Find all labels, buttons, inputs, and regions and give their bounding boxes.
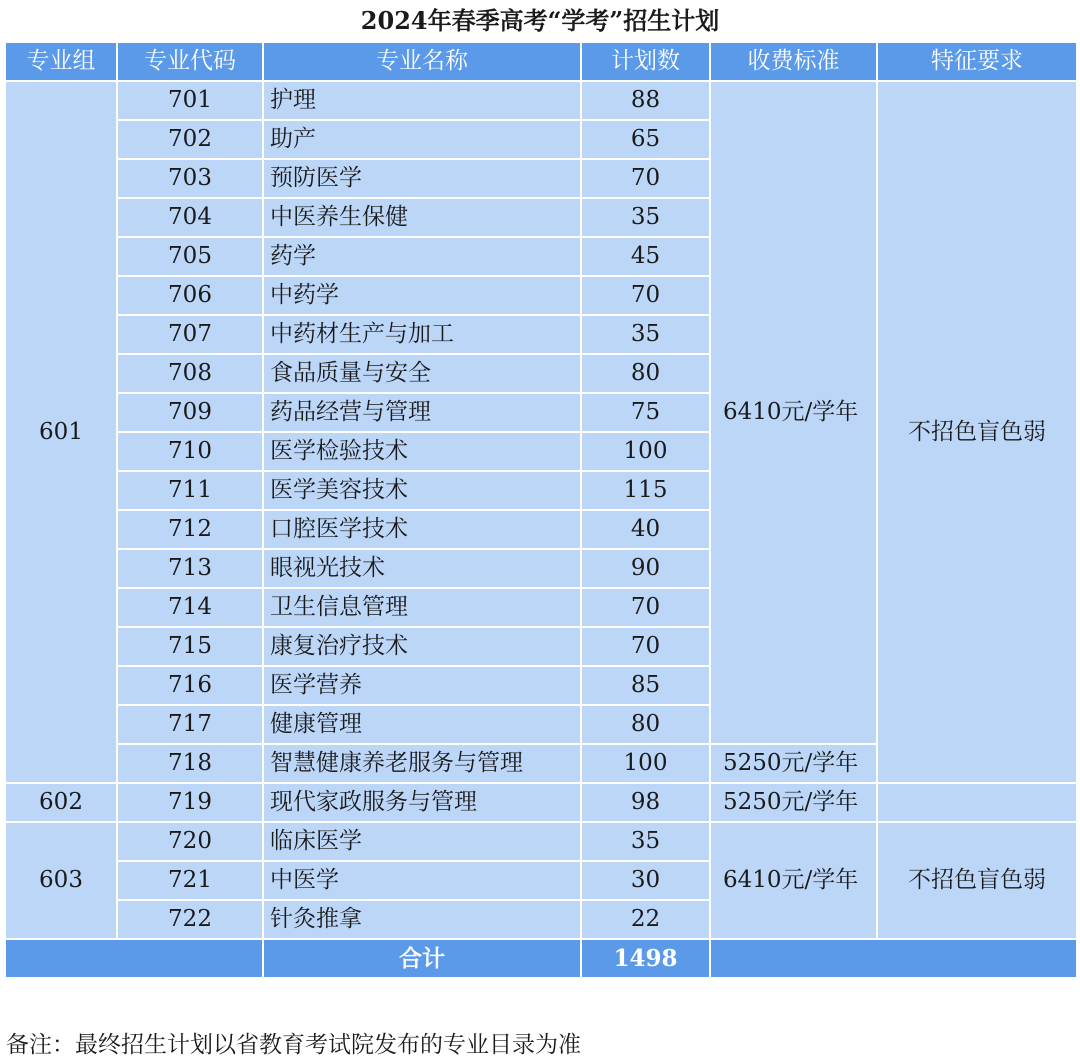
plan-cell: 70 xyxy=(581,588,710,627)
code-cell: 710 xyxy=(117,432,263,471)
group-cell: 603 xyxy=(5,822,117,939)
plan-cell: 70 xyxy=(581,276,710,315)
plan-cell: 80 xyxy=(581,705,710,744)
group-cell: 602 xyxy=(5,783,117,822)
name-cell: 口腔医学技术 xyxy=(263,510,581,549)
plan-cell: 90 xyxy=(581,549,710,588)
plan-cell: 88 xyxy=(581,81,710,120)
requirement-cell: 不招色盲色弱 xyxy=(877,822,1077,939)
fee-cell: 6410元/学年 xyxy=(710,822,877,939)
requirement-cell: 不招色盲色弱 xyxy=(877,81,1077,783)
code-cell: 714 xyxy=(117,588,263,627)
header-code: 专业代码 xyxy=(117,42,263,81)
plan-cell: 75 xyxy=(581,393,710,432)
plan-cell: 100 xyxy=(581,432,710,471)
name-cell: 卫生信息管理 xyxy=(263,588,581,627)
header-name: 专业名称 xyxy=(263,42,581,81)
requirement-cell xyxy=(877,783,1077,822)
table-row xyxy=(5,81,1077,120)
plan-cell: 35 xyxy=(581,198,710,237)
total-value: 1498 xyxy=(581,939,710,978)
plan-cell: 100 xyxy=(581,744,710,783)
plan-cell: 35 xyxy=(581,822,710,861)
name-cell: 护理 xyxy=(263,81,581,120)
code-cell: 703 xyxy=(117,159,263,198)
name-cell: 医学营养 xyxy=(263,666,581,705)
table-row xyxy=(5,822,1077,861)
name-cell: 中医学 xyxy=(263,861,581,900)
code-cell: 717 xyxy=(117,705,263,744)
code-cell: 718 xyxy=(117,744,263,783)
table-header-row xyxy=(5,42,1077,81)
header-plan: 计划数 xyxy=(581,42,710,81)
code-cell: 702 xyxy=(117,120,263,159)
name-cell: 预防医学 xyxy=(263,159,581,198)
code-cell: 706 xyxy=(117,276,263,315)
name-cell: 医学美容技术 xyxy=(263,471,581,510)
header-requirement: 特征要求 xyxy=(877,42,1077,81)
page-title: 2024年春季高考“学考”招生计划 xyxy=(360,6,720,35)
name-cell: 智慧健康养老服务与管理 xyxy=(263,744,581,783)
plan-cell: 30 xyxy=(581,861,710,900)
total-spacer-right xyxy=(710,939,1077,978)
table-body xyxy=(5,81,1077,978)
code-cell: 712 xyxy=(117,510,263,549)
plan-cell: 22 xyxy=(581,900,710,939)
code-cell: 715 xyxy=(117,627,263,666)
name-cell: 眼视光技术 xyxy=(263,549,581,588)
code-cell: 719 xyxy=(117,783,263,822)
total-label: 合计 xyxy=(263,939,581,978)
header-group: 专业组 xyxy=(5,42,117,81)
total-spacer xyxy=(5,939,263,978)
plan-cell: 40 xyxy=(581,510,710,549)
code-cell: 720 xyxy=(117,822,263,861)
plan-cell: 98 xyxy=(581,783,710,822)
code-cell: 711 xyxy=(117,471,263,510)
total-row xyxy=(5,939,1077,978)
fee-cell: 5250元/学年 xyxy=(710,744,877,783)
name-cell: 食品质量与安全 xyxy=(263,354,581,393)
plan-cell: 80 xyxy=(581,354,710,393)
footnote: 备注：最终招生计划以省教育考试院发布的专业目录为准 xyxy=(6,1032,581,1058)
code-cell: 707 xyxy=(117,315,263,354)
fee-cell: 6410元/学年 xyxy=(710,81,877,744)
group-cell: 601 xyxy=(5,81,117,783)
name-cell: 针灸推拿 xyxy=(263,900,581,939)
name-cell: 药学 xyxy=(263,237,581,276)
name-cell: 助产 xyxy=(263,120,581,159)
plan-cell: 70 xyxy=(581,159,710,198)
name-cell: 医学检验技术 xyxy=(263,432,581,471)
name-cell: 药品经营与管理 xyxy=(263,393,581,432)
name-cell: 现代家政服务与管理 xyxy=(263,783,581,822)
plan-cell: 85 xyxy=(581,666,710,705)
code-cell: 704 xyxy=(117,198,263,237)
code-cell: 716 xyxy=(117,666,263,705)
plan-cell: 65 xyxy=(581,120,710,159)
watermark: 高考直通车 xyxy=(964,1014,1054,1035)
name-cell: 中医养生保健 xyxy=(263,198,581,237)
code-cell: 721 xyxy=(117,861,263,900)
table-row xyxy=(5,783,1077,822)
name-cell: 健康管理 xyxy=(263,705,581,744)
plan-cell: 115 xyxy=(581,471,710,510)
name-cell: 中药材生产与加工 xyxy=(263,315,581,354)
fee-cell: 5250元/学年 xyxy=(710,783,877,822)
code-cell: 708 xyxy=(117,354,263,393)
plan-cell: 45 xyxy=(581,237,710,276)
code-cell: 713 xyxy=(117,549,263,588)
enrollment-plan-table xyxy=(4,41,1078,979)
plan-cell: 70 xyxy=(581,627,710,666)
code-cell: 701 xyxy=(117,81,263,120)
header-fee: 收费标准 xyxy=(710,42,877,81)
plan-cell: 35 xyxy=(581,315,710,354)
name-cell: 中药学 xyxy=(263,276,581,315)
code-cell: 709 xyxy=(117,393,263,432)
code-cell: 722 xyxy=(117,900,263,939)
name-cell: 临床医学 xyxy=(263,822,581,861)
code-cell: 705 xyxy=(117,237,263,276)
name-cell: 康复治疗技术 xyxy=(263,627,581,666)
